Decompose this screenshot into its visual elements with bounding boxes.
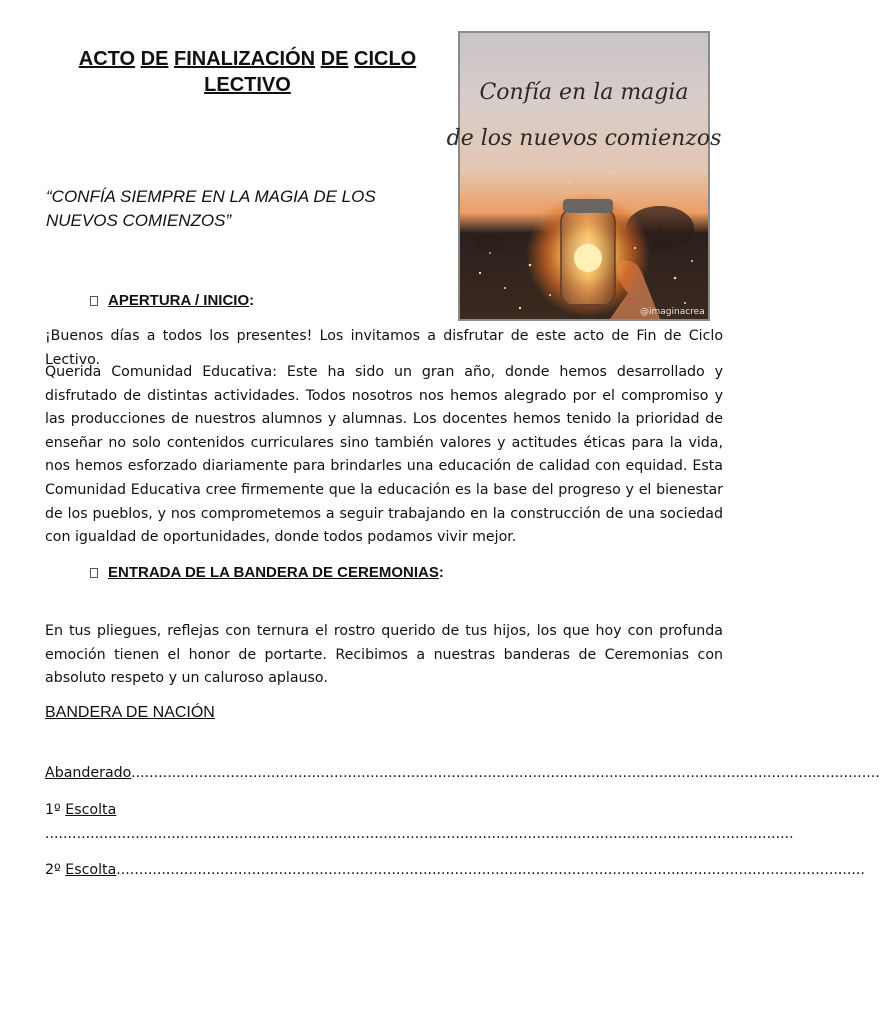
escolta2-line [45, 860, 865, 880]
section-colon: : [249, 292, 255, 309]
section-heading-apertura [90, 292, 254, 309]
image-watermark: @imaginacrea [640, 307, 705, 317]
welcome-paragraph: Querida Comunidad Educativa: Este ha sido un gran año, donde hemos desarrollado y disfrutado de distintas actividades. Todos nosotros nos hemos alegrado por el compromiso y las producciones de nuestros alumnos y alumnas. Los docentes hemos tenido la prioridad de enseñar no solo contenidos curriculares sino también valores y actitudes éticas para la vida, nos hemos esforzado diariamente para brindarles una educación de calidad con equidad. Esta Comunidad Educativa cree firmemente que la educación es la base del progreso y el bienestar de los pueblos, y nos comprometemos a seguir trabajando en la construcción de una sociedad con igualdad de oportunidades, donde todos podamos vivir mejor. [45, 364, 723, 546]
section-colon: : [438, 564, 444, 581]
abanderado-line [45, 763, 880, 783]
fill-in-dots: ...................................................................................................................................................................... [45, 826, 794, 842]
title-word: ACTO [78, 48, 136, 70]
document-title [60, 46, 435, 98]
escolta1-prefix: 1º [45, 802, 66, 818]
section-title: ENTRADA DE LA BANDERA DE CEREMONIAS [108, 564, 439, 581]
fill-in-dots: ...................................................................................................................................................................... [131, 765, 880, 781]
motto-quote [46, 185, 446, 233]
motto-line: “CONFÍA SIEMPRE EN LA MAGIA DE LOS [46, 187, 376, 206]
title-word: DE [140, 48, 169, 70]
checkbox-bullet-icon [90, 568, 98, 578]
title-word: DE [320, 48, 349, 70]
escolta2-prefix: 2º [45, 862, 66, 878]
title-word: CICLO [354, 48, 417, 70]
escolta1-label-line [45, 800, 717, 820]
photo-illustration [446, 33, 722, 319]
escolta2-label: Escolta [65, 862, 117, 878]
flag-entrance-paragraph: En tus pliegues, reflejas con ternura el rostro querido de tus hijos, los que hoy con profunda emoción tienen el honor de portarte. Recibimos a nuestras banderas de Ceremonias con absoluto respeto y un caluroso aplauso. [45, 623, 723, 687]
bandera-nacion-subheading: BANDERA DE NACIÓN [45, 704, 215, 721]
greeting-paragraph: ¡Buenos días a todos los presentes! Los invitamos a disfrutar de este acto de Fin de Ciclo Lectivo. [45, 328, 723, 368]
escolta1-dots-line [45, 824, 794, 844]
section-heading-bandera [90, 564, 444, 581]
title-word: FINALIZACIÓN [174, 48, 316, 70]
title-word: LECTIVO [204, 74, 291, 96]
jar-of-lights-photo [446, 31, 722, 321]
motto-line: NUEVOS COMIENZOS” [46, 211, 232, 230]
fill-in-dots: ...................................................................................................................................................................... [116, 862, 865, 878]
checkbox-bullet-icon [90, 296, 98, 306]
jar-lid [563, 199, 613, 213]
image-caption-line1: Confía en la magia [479, 80, 689, 105]
abanderado-label: Abanderado [45, 765, 132, 781]
escolta1-label: Escolta [65, 802, 117, 818]
image-caption-line2: de los nuevos comienzos [446, 126, 722, 151]
section-title: APERTURA / INICIO [108, 292, 250, 309]
